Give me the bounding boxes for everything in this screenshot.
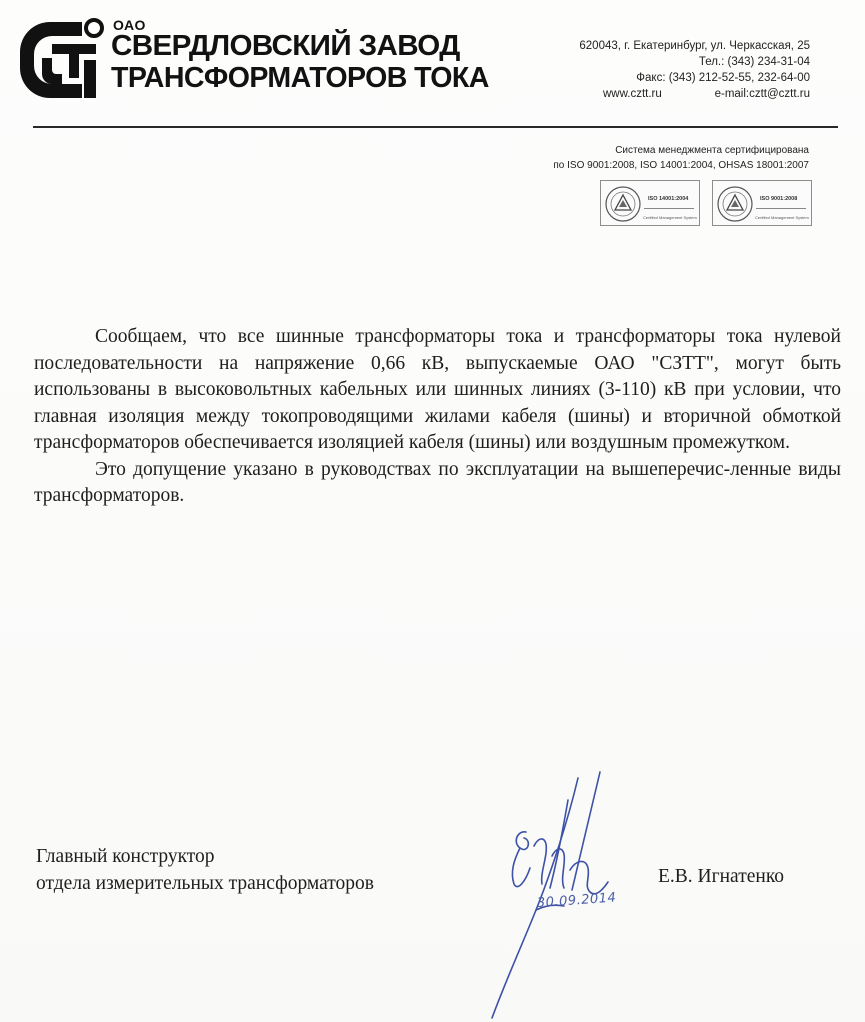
letter-body: [34, 324, 841, 510]
handwritten-date: 30.09.2014: [536, 890, 617, 911]
handwritten-signature: [440, 760, 670, 1022]
body-paragraph-2: Это допущение указано в руководствах по эксплуатации на вышеперечис-ленные виды трансформаторов.: [34, 458, 841, 506]
phone: Тел.: (343) 234-31-04: [698, 56, 810, 68]
certification-line1: Система менеджмента сертифицирована: [615, 145, 809, 156]
badge-standard: ISO 9001:2008: [760, 196, 798, 202]
company-prefix: ОАО: [113, 17, 146, 33]
company-name-line2: ТРАНСФОРМАТОРОВ ТОКА: [111, 62, 489, 94]
iso-9001-badge: [712, 180, 812, 226]
signer-name: Е.В. Игнатенко: [658, 866, 785, 887]
certification-text: [553, 143, 809, 173]
company-logo-icon: [12, 14, 104, 106]
certification-seal-icon: [604, 185, 642, 223]
certification-seal-icon: [716, 185, 754, 223]
badge-standard: ISO 14001:2004: [648, 196, 689, 202]
badge-caption: Certified Management System: [755, 215, 809, 220]
badge-divider: [756, 208, 806, 209]
signer-position-line1: Главный конструктор: [36, 846, 215, 867]
web-row: [603, 86, 810, 102]
website-link: www.cztt.ru: [603, 88, 662, 100]
company-name-line1: СВЕРДЛОВСКИЙ ЗАВОД: [111, 30, 460, 62]
badge-divider: [644, 208, 694, 209]
contact-block: [579, 38, 810, 102]
address: 620043, г. Екатеринбург, ул. Черкасская, 25: [579, 40, 810, 52]
fax: Факс: (343) 212-52-55, 232-64-00: [636, 72, 810, 84]
body-paragraph-1: Сообщаем, что все шинные трансформаторы тока и трансформаторы тока нулевой последовательности на напряжение 0,66 кВ, выпускаемые ОАО "СЗТТ", могут быть использованы в высоковольтных кабельных или шинных линиях (3-110) кВ при условии, что главная изоляция между токопроводящими жилами кабеля (шины) и вторичной обмоткой трансформаторов обеспечивается изоляцией кабеля (шины) или воздушным промежутком.: [34, 326, 841, 453]
iso-14001-badge: [600, 180, 700, 226]
badge-caption: Certified Management System: [643, 215, 697, 220]
email-link: e-mail:cztt@cztt.ru: [714, 88, 810, 100]
certification-line2: по ISO 9001:2008, ISO 14001:2004, OHSAS 18001:2007: [553, 160, 809, 171]
header-divider: [33, 126, 838, 128]
signer-position: [36, 843, 374, 897]
signer-position-line2: отдела измерительных трансформаторов: [36, 873, 375, 894]
